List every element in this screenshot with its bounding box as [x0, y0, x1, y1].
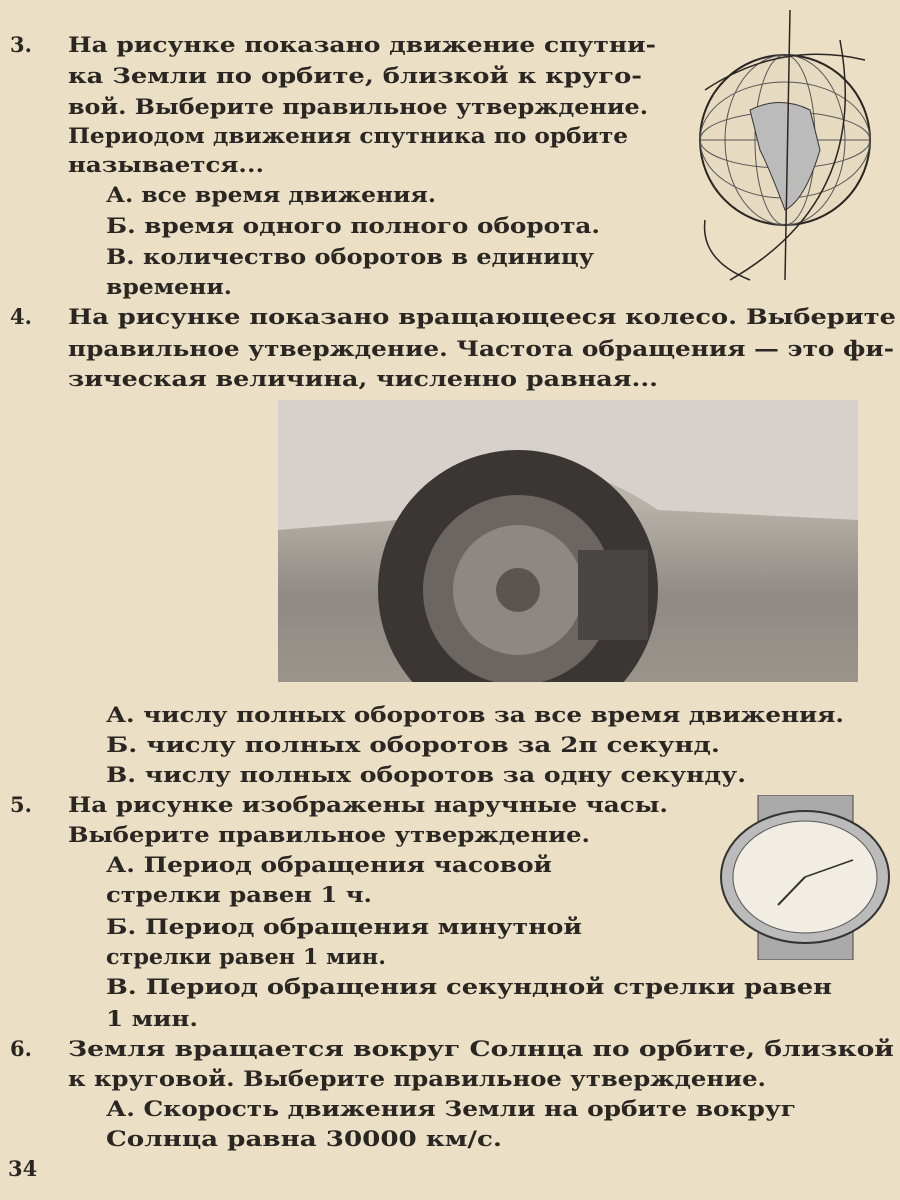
wristwatch-figure	[718, 795, 893, 960]
question-text: На рисунке показано движение спутни-	[68, 32, 656, 57]
globe-satellite-orbit-figure	[690, 0, 890, 295]
option-a: А. все время движения.	[106, 182, 436, 207]
question-text: Земля вращается вокруг Солнца по орбите, близкой	[68, 1036, 894, 1061]
option-b: Б. числу полных оборотов за 2π секунд.	[106, 732, 720, 757]
question-text: На рисунке изображены наручные часы.	[68, 792, 668, 817]
option-a-continued: стрелки равен 1 ч.	[106, 882, 372, 907]
question-number: 5.	[10, 792, 32, 817]
option-b-continued: стрелки равен 1 мин.	[106, 944, 386, 969]
question-text: ка Земли по орбите, близкой к круго-	[68, 63, 642, 88]
option-c: В. Период обращения секундной стрелки равен	[106, 974, 832, 999]
option-b: Б. Период обращения минутной	[106, 914, 582, 939]
page-number: 34	[8, 1156, 38, 1181]
option-c-continued: времени.	[106, 274, 232, 299]
question-text: называется...	[68, 152, 264, 177]
option-a: А. Период обращения часовой	[106, 852, 552, 877]
question-text: зическая величина, численно равная...	[68, 366, 658, 391]
question-text: Периодом движения спутника по орбите	[68, 123, 628, 148]
rotating-wheel-photo	[278, 400, 858, 682]
option-a-continued: Солнца равна 30000 км/с.	[106, 1126, 502, 1151]
option-c: В. числу полных оборотов за одну секунду.	[106, 762, 746, 787]
option-a: А. числу полных оборотов за все время движения.	[106, 702, 845, 727]
question-text: к круговой. Выберите правильное утверждение.	[68, 1066, 766, 1091]
question-number: 6.	[10, 1036, 32, 1061]
question-number: 3.	[10, 32, 32, 57]
question-text: правильное утверждение. Частота обращения — это фи-	[68, 336, 894, 361]
question-text: вой. Выберите правильное утверждение.	[68, 94, 648, 119]
option-c-continued: 1 мин.	[106, 1006, 198, 1031]
question-text: Выберите правильное утверждение.	[68, 822, 590, 847]
question-number: 4.	[10, 304, 32, 329]
option-c: В. количество оборотов в единицу	[106, 244, 594, 269]
option-a: А. Скорость движения Земли на орбите вокруг	[106, 1096, 797, 1121]
option-b: Б. время одного полного оборота.	[106, 213, 600, 238]
question-text: На рисунке показано вращающееся колесо. Выберите	[68, 304, 896, 329]
